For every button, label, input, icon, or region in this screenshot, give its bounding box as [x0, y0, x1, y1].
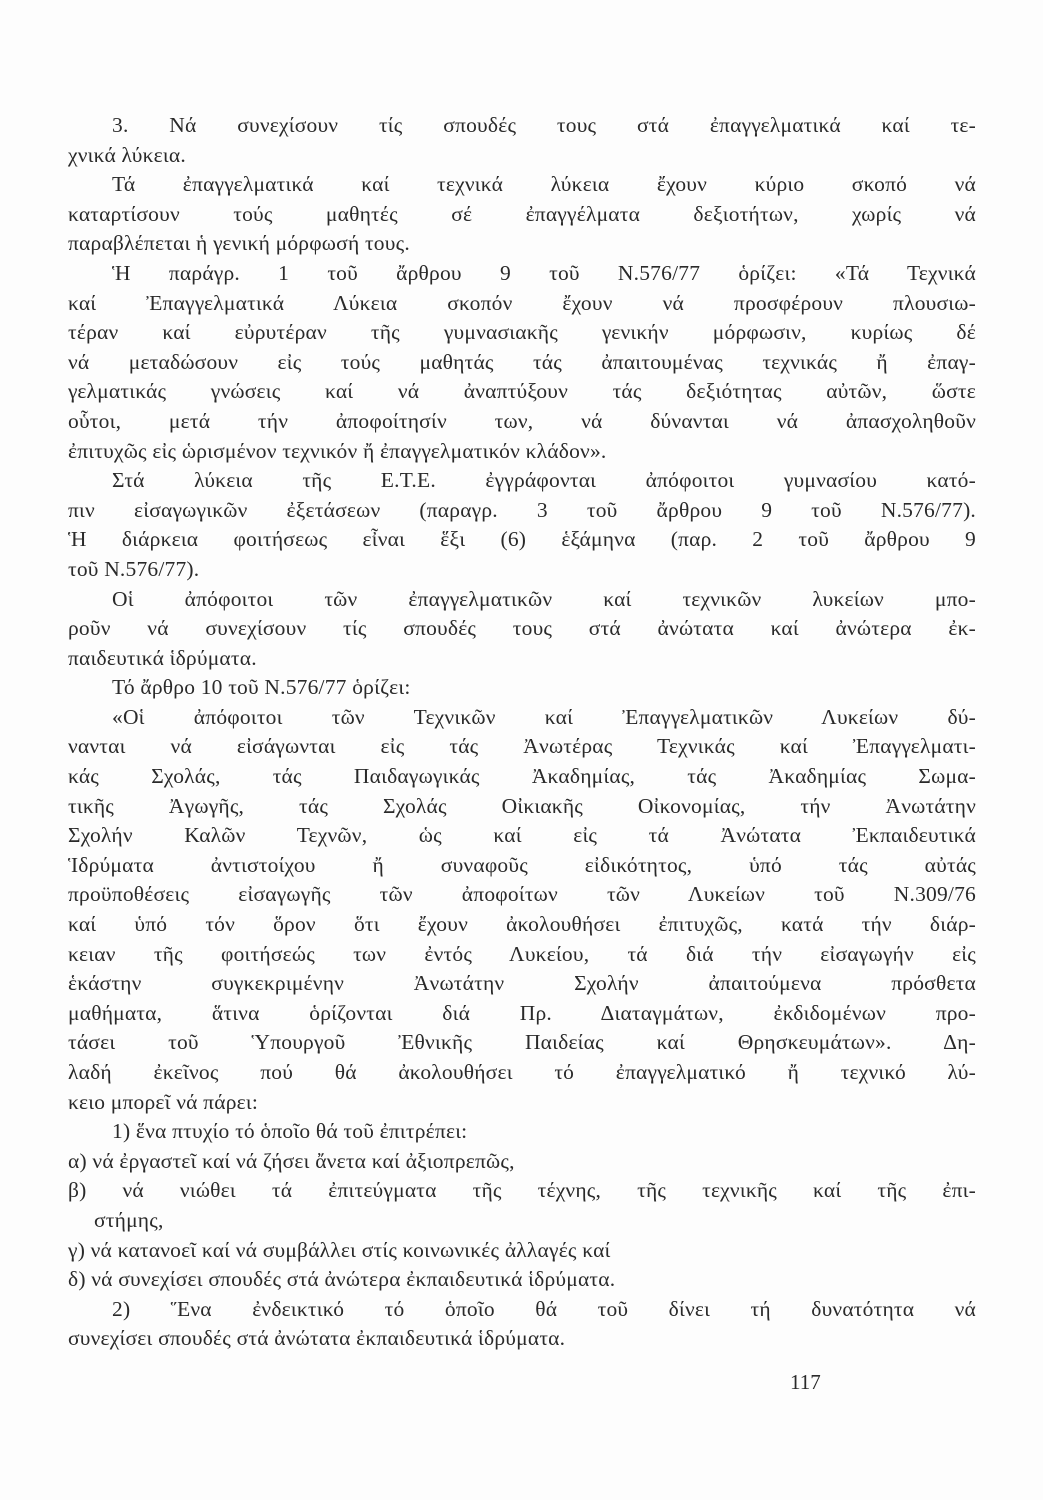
text-line: Σχολήν Καλῶν Τεχνῶν, ὡς καί εἰς τά Ἀνώτατα Ἐκπαιδευτικά [68, 823, 976, 848]
text-line: Ἡ διάρκεια φοιτήσεως εἶναι ἕξι (6) ἑξάμηνα (παρ. 2 τοῦ ἄρθρου 9 [68, 527, 976, 552]
text-line: πιν εἰσαγωγικῶν ἐξετάσεων (παραγρ. 3 τοῦ ἄρθρου 9 τοῦ Ν.576/77). [68, 497, 976, 522]
text-line: 3. Νά συνεχίσουν τίς σπουδές τους στά ἐπαγγελματικά καί τε- [112, 113, 976, 137]
text-line: γελματικάς γνώσεις καί νά ἀναπτύξουν τάς δεξιότητας αὐτῶν, ὥστε [68, 379, 976, 404]
text-line: χνικά λύκεια. [68, 142, 186, 167]
text-line: ροῦν νά συνεχίσουν τίς σπουδές τους στά ἀνώτατα καί ἀνώτερα ἐκ- [68, 616, 976, 641]
text-line: τοῦ Ν.576/77). [68, 556, 200, 581]
text-line: παιδευτικά ἱδρύματα. [68, 645, 257, 670]
text-line: Ἡ παράγρ. 1 τοῦ ἄρθρου 9 τοῦ Ν.576/77 ὁρίζει: «Τά Τεχνικά [112, 260, 976, 285]
text-line: 1) ἕνα πτυχίο τό ὁποῖο θά τοῦ ἐπιτρέπει: [112, 1119, 468, 1144]
page-number: 117 [790, 1370, 821, 1394]
text-line: κειο μπορεῖ νά πάρει: [68, 1089, 259, 1114]
body-text [68, 111, 976, 1354]
text-line: παραβλέπεται ἡ γενική μόρφωσή τους. [68, 231, 410, 256]
text-line: συνεχίσει σπουδές στά ἀνώτατα ἐκπαιδευτικά ἱδρύματα. [68, 1326, 566, 1351]
text-line: λαδή ἐκεῖνος πού θά ἀκολουθήσει τό ἐπαγγελματικό ἤ τεχνικό λύ- [68, 1060, 976, 1084]
text-line: νανται νά εἰσάγωνται εἰς τάς Ἀνωτέρας Τεχνικάς καί Ἐπαγγελματι- [68, 734, 976, 759]
text-line: Τά ἐπαγγελματικά καί τεχνικά λύκεια ἔχουν κύριο σκοπό νά [112, 172, 976, 197]
text-line: κάς Σχολάς, τάς Παιδαγωγικάς Ἀκαδημίας, τάς Ἀκαδημίας Σωμα- [68, 764, 976, 789]
text-line: δ) νά συνεχίσει σπουδές στά ἀνώτερα ἐκπαιδευτικά ἱδρύματα. [68, 1267, 616, 1292]
text-line: Στά λύκεια τῆς Ε.Τ.Ε. ἐγγράφονται ἀπόφοιτοι γυμνασίου κατό- [112, 468, 976, 493]
text-line: ἑκάστην συγκεκριμένην Ἀνωτάτην Σχολήν ἀπαιτούμενα πρόσθετα [68, 971, 976, 996]
text-line: τέραν καί εὐρυτέραν τῆς γυμνασιακῆς γενικήν μόρφωσιν, κυρίως δέ [68, 320, 976, 345]
text-line: καί ὑπό τόν ὅρον ὅτι ἔχουν ἀκολουθήσει ἐπιτυχῶς, κατά τήν διάρ- [68, 912, 976, 937]
text-line: Τό ἄρθρο 10 τοῦ Ν.576/77 ὁρίζει: [112, 675, 411, 700]
text-line: καί Ἐπαγγελματικά Λύκεια σκοπόν ἔχουν νά προσφέρουν πλουσιω- [68, 290, 976, 315]
text-line: α) νά ἐργαστεῖ καί νά ζήσει ἄνετα καί ἀξιοπρεπῶς, [68, 1148, 515, 1173]
text-line: ἐπιτυχῶς εἰς ὡρισμένον τεχνικόν ἤ ἐπαγγελματικόν κλάδον». [68, 438, 607, 463]
text-line: νά μεταδώσουν εἰς τούς μαθητάς τάς ἀπαιτουμένας τεχνικάς ἤ ἐπαγ- [68, 349, 976, 374]
text-line: γ) νά κατανοεῖ καί νά συμβάλλει στίς κοινωνικές ἀλλαγές καί [68, 1237, 611, 1262]
text-line: τάσει τοῦ Ὑπουργοῦ Ἐθνικῆς Παιδείας καί Θρησκευμάτων». Δη- [68, 1030, 976, 1055]
text-line: καταρτίσουν τούς μαθητές σέ ἐπαγγέλματα δεξιοτήτων, χωρίς νά [68, 201, 976, 226]
text-line: οὗτοι, μετά τήν ἀποφοίτησίν των, νά δύνανται νά ἀπασχοληθοῦν [68, 408, 976, 433]
text-line: «Οἱ ἀπόφοιτοι τῶν Τεχνικῶν καί Ἐπαγγελματικῶν Λυκείων δύ- [112, 704, 976, 729]
text-line: στήμης, [94, 1207, 164, 1232]
text-line: Οἱ ἀπόφοιτοι τῶν ἐπαγγελματικῶν καί τεχνικῶν λυκείων μπο- [112, 586, 976, 611]
text-line: προϋποθέσεις εἰσαγωγῆς τῶν ἀποφοίτων τῶν Λυκείων τοῦ Ν.309/76 [68, 882, 976, 907]
text-line: Ἱδρύματα ἀντιστοίχου ἤ συναφοῦς εἰδικότητος, ὑπό τάς αὐτάς [68, 852, 976, 877]
text-line: 2) Ἕνα ἐνδεικτικό τό ὁποῖο θά τοῦ δίνει τή δυνατότητα νά [112, 1296, 976, 1321]
text-line: μαθήματα, ἅτινα ὁρίζονται διά Πρ. Διαταγμάτων, ἐκδιδομένων προ- [68, 1000, 976, 1025]
text-line: τικῆς Ἀγωγῆς, τάς Σχολάς Οἰκιακῆς Οἰκονομίας, τήν Ἀνωτάτην [68, 793, 976, 818]
text-line: β) νά νιώθει τά ἐπιτεύγματα τῆς τέχνης, τῆς τεχνικῆς καί τῆς ἐπι- [68, 1178, 976, 1203]
text-line: κειαν τῆς φοιτήσεώς των ἐντός Λυκείου, τά διά τήν εἰσαγωγήν εἰς [68, 941, 976, 966]
